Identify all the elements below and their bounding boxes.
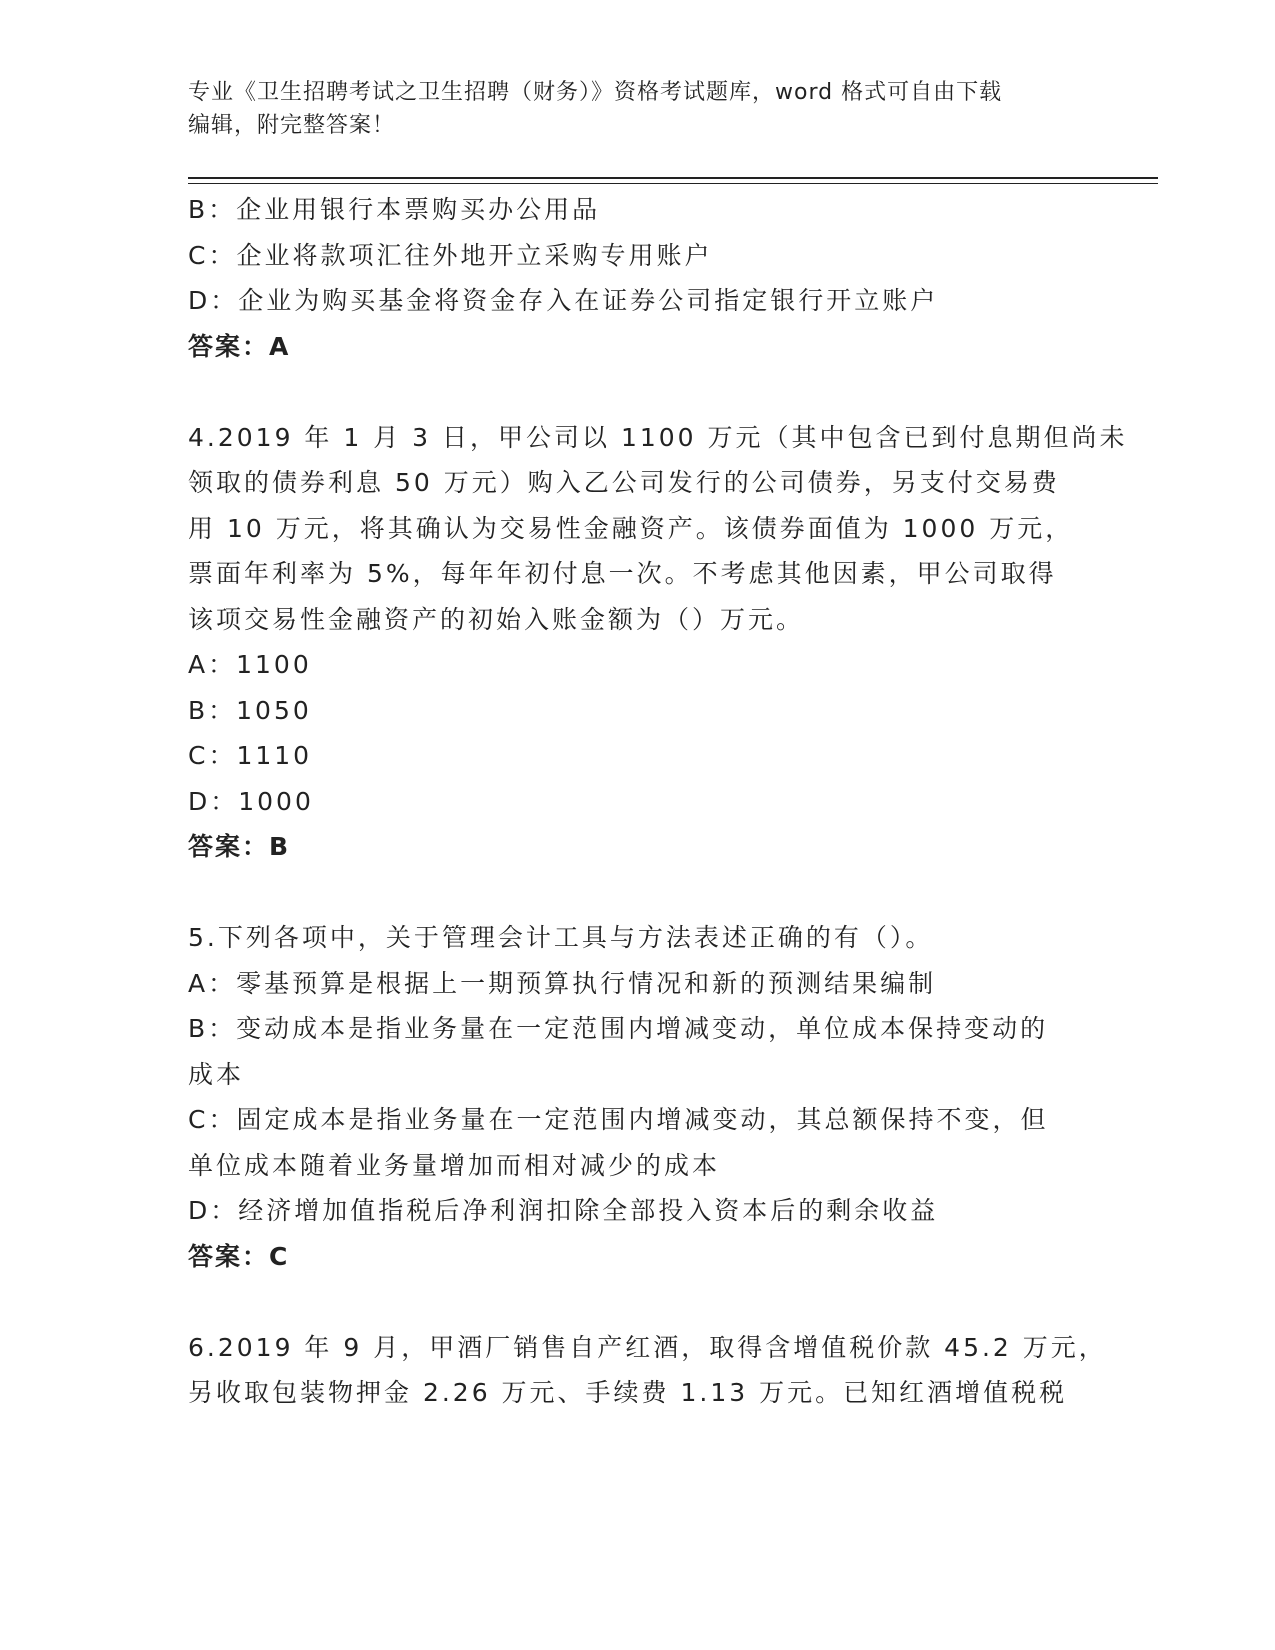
spacer — [188, 1279, 1088, 1325]
header-divider-thin — [188, 183, 1158, 184]
q3-answer: 答案：A — [188, 331, 291, 361]
q5-answer: 答案：C — [188, 1241, 290, 1271]
q5-option-b-continued: 成本 — [188, 1059, 245, 1089]
q4-stem-line: 4.2019 年 1 月 3 日，甲公司以 1100 万元（其中包含已到付息期但尚未 — [188, 422, 1128, 452]
question-4 — [188, 415, 1128, 870]
q4-option-a: A：1100 — [188, 650, 312, 679]
q6-stem-line: 6.2019 年 9 月，甲酒厂销售自产红酒，取得含增值税价款 45.2 万元， — [188, 1332, 1107, 1362]
q4-stem-line: 该项交易性金融资产的初始入账金额为（）万元。 — [188, 604, 805, 634]
q3-option-b: B：企业用银行本票购买办公用品 — [188, 195, 601, 224]
q4-option-d: D：1000 — [188, 786, 314, 816]
header-line-1: 专业《卫生招聘考试之卫生招聘（财务）》资格考试题库，word 格式可自由下载 — [188, 80, 1003, 105]
q4-stem-line: 票面年利率为 5%，每年年初付息一次。不考虑其他因素，甲公司取得 — [188, 559, 1057, 588]
q3-option-d: D：企业为购买基金将资金存入在证券公司指定银行开立账户 — [188, 286, 939, 315]
q4-answer: 答案：B — [188, 832, 291, 861]
question-6 — [188, 1325, 1107, 1416]
q3-option-c: C：企业将款项汇往外地开立采购专用账户 — [188, 240, 713, 270]
spacer — [188, 369, 1088, 415]
q4-stem-line: 用 10 万元，将其确认为交易性金融资产。该债券面值为 1000 万元， — [188, 513, 1074, 543]
q5-option-a: A：零基预算是根据上一期预算执行情况和新的预测结果编制 — [188, 968, 937, 998]
header-line-2: 编辑，附完整答案！ — [188, 113, 396, 138]
q6-stem-line: 另收取包装物押金 2.26 万元、手续费 1.13 万元。已知红酒增值税税 — [188, 1378, 1068, 1407]
q4-option-b: B：1050 — [188, 695, 312, 725]
spacer — [188, 870, 1088, 916]
question-5 — [188, 915, 1088, 1279]
q5-option-d: D：经济增加值指税后净利润扣除全部投入资本后的剩余收益 — [188, 1196, 939, 1225]
document-body — [188, 187, 1128, 1416]
q5-option-c: C：固定成本是指业务量在一定范围内增减变动，其总额保持不变，但 — [188, 1105, 1049, 1134]
header-divider-thick — [188, 177, 1158, 179]
document-header — [188, 76, 1088, 142]
q4-stem-line: 领取的债券利息 50 万元）购入乙公司发行的公司债券，另支付交易费 — [188, 468, 1060, 497]
q5-stem: 5.下列各项中，关于管理会计工具与方法表述正确的有（）。 — [188, 923, 934, 952]
q5-option-b: B：变动成本是指业务量在一定范围内增减变动，单位成本保持变动的 — [188, 1014, 1049, 1043]
question-3 — [188, 187, 1088, 369]
q5-option-c-continued: 单位成本随着业务量增加而相对减少的成本 — [188, 1150, 721, 1180]
q4-option-c: C：1110 — [188, 741, 313, 770]
